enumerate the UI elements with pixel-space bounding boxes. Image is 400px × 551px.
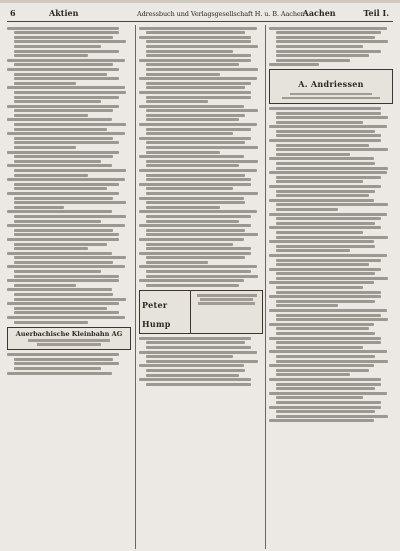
entry-line — [276, 373, 350, 376]
entry-line — [14, 243, 107, 246]
entry-line — [146, 243, 233, 246]
entry-line — [146, 164, 239, 167]
entry-line — [276, 40, 388, 43]
ad-company-name: A. Andriessen — [298, 79, 364, 90]
entry-line — [14, 197, 113, 200]
entry-line — [269, 139, 381, 142]
entry-line — [7, 238, 119, 241]
entry-line — [269, 171, 387, 174]
entry-line — [14, 31, 119, 34]
page-right-header — [303, 8, 389, 18]
entry-line — [269, 125, 387, 128]
entry-line — [14, 293, 113, 296]
entry-line — [276, 222, 375, 225]
directory-columns — [7, 25, 393, 549]
entry-line — [7, 118, 112, 121]
entry-line — [14, 358, 113, 361]
entry-line — [146, 118, 239, 121]
entry-line — [146, 374, 239, 377]
page-top-edge — [0, 0, 400, 3]
entry-line — [276, 249, 350, 252]
entry-line — [276, 410, 375, 413]
entry-line — [146, 275, 258, 278]
entry-line — [146, 146, 258, 149]
entry-line — [146, 114, 245, 117]
entry-line — [139, 252, 251, 255]
entry-line — [14, 307, 107, 310]
entry-line — [7, 68, 119, 71]
entry-line — [14, 63, 113, 66]
directory-column-1 — [7, 25, 131, 549]
entry-line — [276, 369, 369, 372]
entry-line — [269, 281, 374, 284]
entry-line — [276, 50, 381, 53]
entry-line — [14, 114, 88, 117]
entry-line — [269, 240, 374, 243]
entry-line — [269, 157, 374, 160]
entry-line — [139, 155, 244, 158]
entry-line — [146, 187, 233, 190]
entry-line — [276, 415, 388, 418]
column-divider — [265, 25, 266, 549]
entry-line — [269, 185, 381, 188]
entry-line — [276, 148, 388, 151]
entry-line — [139, 238, 244, 241]
entry-line — [139, 59, 251, 62]
entry-line — [276, 59, 350, 62]
entry-line — [7, 105, 119, 108]
entry-line — [7, 316, 125, 319]
andriessen-display-ad — [269, 69, 393, 104]
entry-line — [146, 151, 220, 154]
entry-line — [7, 265, 125, 268]
ad-line — [28, 339, 109, 341]
entry-line — [269, 27, 387, 30]
entry-line — [146, 100, 208, 103]
entry-line — [7, 372, 112, 375]
entry-line — [276, 346, 363, 349]
entry-line — [269, 199, 374, 202]
hump-display-ad — [139, 290, 263, 334]
entry-line — [269, 350, 387, 353]
entry-line — [276, 236, 388, 239]
ad-line — [37, 343, 101, 345]
entry-line — [14, 146, 76, 149]
entry-line — [14, 109, 113, 112]
entry-line — [14, 160, 101, 163]
entry-line — [139, 123, 257, 126]
entry-line — [276, 167, 388, 170]
entry-line — [269, 406, 381, 409]
entry-line — [146, 284, 239, 287]
entry-line — [7, 279, 119, 282]
entry-line — [276, 121, 363, 124]
entry-line — [146, 192, 258, 195]
entry-line — [276, 291, 381, 294]
ad-name-panel — [140, 291, 191, 333]
entry-line — [276, 208, 338, 211]
entry-line — [269, 107, 381, 110]
entry-line — [146, 206, 220, 209]
entry-line — [276, 396, 363, 399]
entry-line — [7, 132, 125, 135]
entry-line — [276, 277, 388, 280]
entry-line — [7, 288, 112, 291]
entry-line — [269, 213, 387, 216]
entry-line — [269, 364, 374, 367]
entry-line — [14, 261, 113, 264]
entry-line — [146, 63, 239, 66]
entry-line — [139, 224, 251, 227]
entry-line — [146, 68, 258, 71]
volume-label: Teil I. — [363, 8, 389, 18]
entry-line — [7, 353, 119, 356]
entry-line — [146, 346, 251, 349]
entry-line — [146, 132, 233, 135]
entry-line — [269, 323, 374, 326]
entry-line — [14, 40, 126, 43]
entry-line — [269, 226, 381, 229]
entry-line — [269, 254, 387, 257]
entry-line — [146, 174, 245, 177]
entry-line — [146, 341, 245, 344]
entry-line — [14, 311, 119, 314]
entry-line — [146, 201, 245, 204]
entry-line — [276, 162, 375, 165]
entry-line — [14, 298, 126, 301]
entry-line — [146, 96, 251, 99]
entry-line — [139, 265, 257, 268]
entry-line — [14, 96, 119, 99]
entry-line — [276, 341, 381, 344]
entry-line — [14, 275, 119, 278]
entry-line — [146, 109, 258, 112]
entry-line — [139, 105, 244, 108]
entry-line — [269, 295, 381, 298]
entry-line — [14, 362, 119, 365]
entry-line — [269, 419, 374, 422]
column-divider — [135, 25, 136, 549]
entry-line — [14, 141, 119, 144]
entry-line — [14, 206, 64, 209]
entry-line — [276, 54, 369, 57]
entry-line — [14, 321, 88, 324]
entry-line — [139, 337, 251, 340]
ad-detail-panel — [191, 291, 262, 333]
entry-line — [276, 259, 381, 262]
entry-line — [269, 63, 319, 66]
entry-line — [276, 144, 369, 147]
entry-line — [146, 141, 245, 144]
entry-line — [146, 54, 251, 57]
entry-line — [139, 210, 257, 213]
entry-line — [276, 304, 338, 307]
entry-line — [276, 360, 388, 363]
entry-line — [276, 116, 388, 119]
entry-line — [276, 383, 381, 386]
entry-line — [276, 194, 369, 197]
entry-line — [139, 183, 251, 186]
entry-line — [276, 180, 363, 183]
entry-line — [269, 337, 381, 340]
entry-line — [14, 36, 113, 39]
entry-line — [7, 59, 125, 62]
entry-line — [146, 82, 251, 85]
entry-line — [276, 217, 381, 220]
ad-title: Auerbachische Kleinbahn AG — [15, 329, 123, 338]
entry-line — [269, 378, 381, 381]
kleinbahn-display-ad — [7, 327, 131, 351]
entry-line — [139, 169, 257, 172]
entry-line — [139, 378, 251, 381]
entry-line — [14, 123, 126, 126]
entry-line — [139, 197, 244, 200]
section-left-label: Aktien — [49, 8, 79, 18]
entry-line — [276, 203, 388, 206]
entry-line — [14, 284, 76, 287]
entry-line — [276, 272, 375, 275]
entry-line — [146, 50, 233, 53]
entry-line — [14, 233, 119, 236]
ad-line — [198, 302, 255, 304]
entry-line — [14, 100, 101, 103]
entry-line — [14, 91, 126, 94]
entry-line — [276, 45, 363, 48]
entry-line — [146, 160, 258, 163]
entry-line — [146, 215, 251, 218]
entry-line — [146, 247, 251, 250]
entry-line — [7, 252, 112, 255]
entry-line — [276, 332, 375, 335]
entry-line — [276, 318, 388, 321]
entry-line — [269, 309, 387, 312]
entry-line — [14, 215, 126, 218]
entry-line — [146, 233, 258, 236]
entry-line — [14, 220, 101, 223]
entry-line — [276, 130, 375, 133]
entry-line — [14, 73, 107, 76]
entry-line — [14, 367, 101, 370]
entry-line — [14, 169, 126, 172]
entry-line — [14, 128, 107, 131]
entry-line — [7, 210, 112, 213]
entry-line — [14, 82, 76, 85]
entry-line — [269, 268, 381, 271]
entry-line — [146, 355, 233, 358]
entry-line — [14, 247, 88, 250]
entry-line — [7, 192, 119, 195]
entry-line — [146, 178, 251, 181]
ad-line — [197, 294, 257, 296]
entry-line — [146, 360, 258, 363]
entry-line — [269, 392, 387, 395]
entry-line — [276, 36, 375, 39]
entry-line — [276, 153, 350, 156]
entry-line — [276, 112, 381, 115]
entry-line — [139, 137, 251, 140]
entry-line — [139, 77, 257, 80]
entry-line — [139, 91, 251, 94]
entry-line — [14, 201, 126, 204]
entry-line — [14, 270, 101, 273]
entry-line — [14, 45, 101, 48]
directory-column-2 — [139, 25, 263, 549]
ad-company-name: Peter Hump — [142, 299, 171, 329]
entry-line — [7, 302, 119, 305]
entry-line — [146, 383, 251, 386]
directory-column-3 — [269, 25, 393, 549]
entry-line — [276, 387, 375, 390]
entry-line — [14, 256, 126, 259]
entry-line — [146, 220, 239, 223]
ad-line — [282, 97, 381, 99]
entry-line — [146, 31, 245, 34]
entry-line — [7, 151, 119, 154]
entry-line — [7, 86, 125, 89]
entry-line — [14, 54, 88, 57]
entry-line — [276, 300, 375, 303]
entry-line — [146, 256, 245, 259]
entry-line — [139, 351, 257, 354]
page-number-and-section — [10, 8, 78, 18]
entry-line — [14, 50, 119, 53]
entry-line — [14, 183, 119, 186]
entry-line — [146, 73, 220, 76]
entry-line — [276, 231, 363, 234]
page-number: 6 — [10, 8, 16, 18]
entry-line — [146, 369, 245, 372]
entry-line — [14, 174, 88, 177]
entry-line — [139, 279, 244, 282]
ad-line — [290, 93, 371, 95]
entry-line — [276, 355, 375, 358]
entry-line — [276, 245, 375, 248]
page-header — [7, 8, 393, 22]
section-right-label: Aachen — [302, 8, 336, 18]
entry-line — [276, 401, 381, 404]
entry-line — [146, 261, 208, 264]
entry-line — [7, 164, 112, 167]
entry-line — [7, 27, 119, 30]
entry-line — [146, 270, 251, 273]
entry-line — [139, 364, 244, 367]
entry-line — [276, 134, 381, 137]
entry-line — [276, 314, 381, 317]
entry-line — [276, 176, 381, 179]
entry-line — [14, 155, 113, 158]
entry-line — [14, 137, 113, 140]
entry-line — [146, 45, 258, 48]
entry-line — [139, 27, 257, 30]
publisher-line: Adressbuch und Verlagsgesellschaft H. u. B. Aachen — [137, 10, 305, 18]
entry-line — [14, 187, 107, 190]
ad-line — [200, 298, 253, 300]
entry-line — [276, 31, 381, 34]
entry-line — [276, 286, 363, 289]
entry-line — [14, 77, 119, 80]
entry-line — [276, 327, 369, 330]
entry-line — [146, 229, 245, 232]
entry-line — [146, 128, 251, 131]
entry-line — [276, 190, 375, 193]
entry-line — [139, 36, 251, 39]
entry-line — [14, 229, 113, 232]
entry-line — [7, 224, 125, 227]
entry-line — [146, 40, 251, 43]
entry-line — [146, 86, 245, 89]
entry-line — [7, 178, 125, 181]
entry-line — [276, 263, 369, 266]
